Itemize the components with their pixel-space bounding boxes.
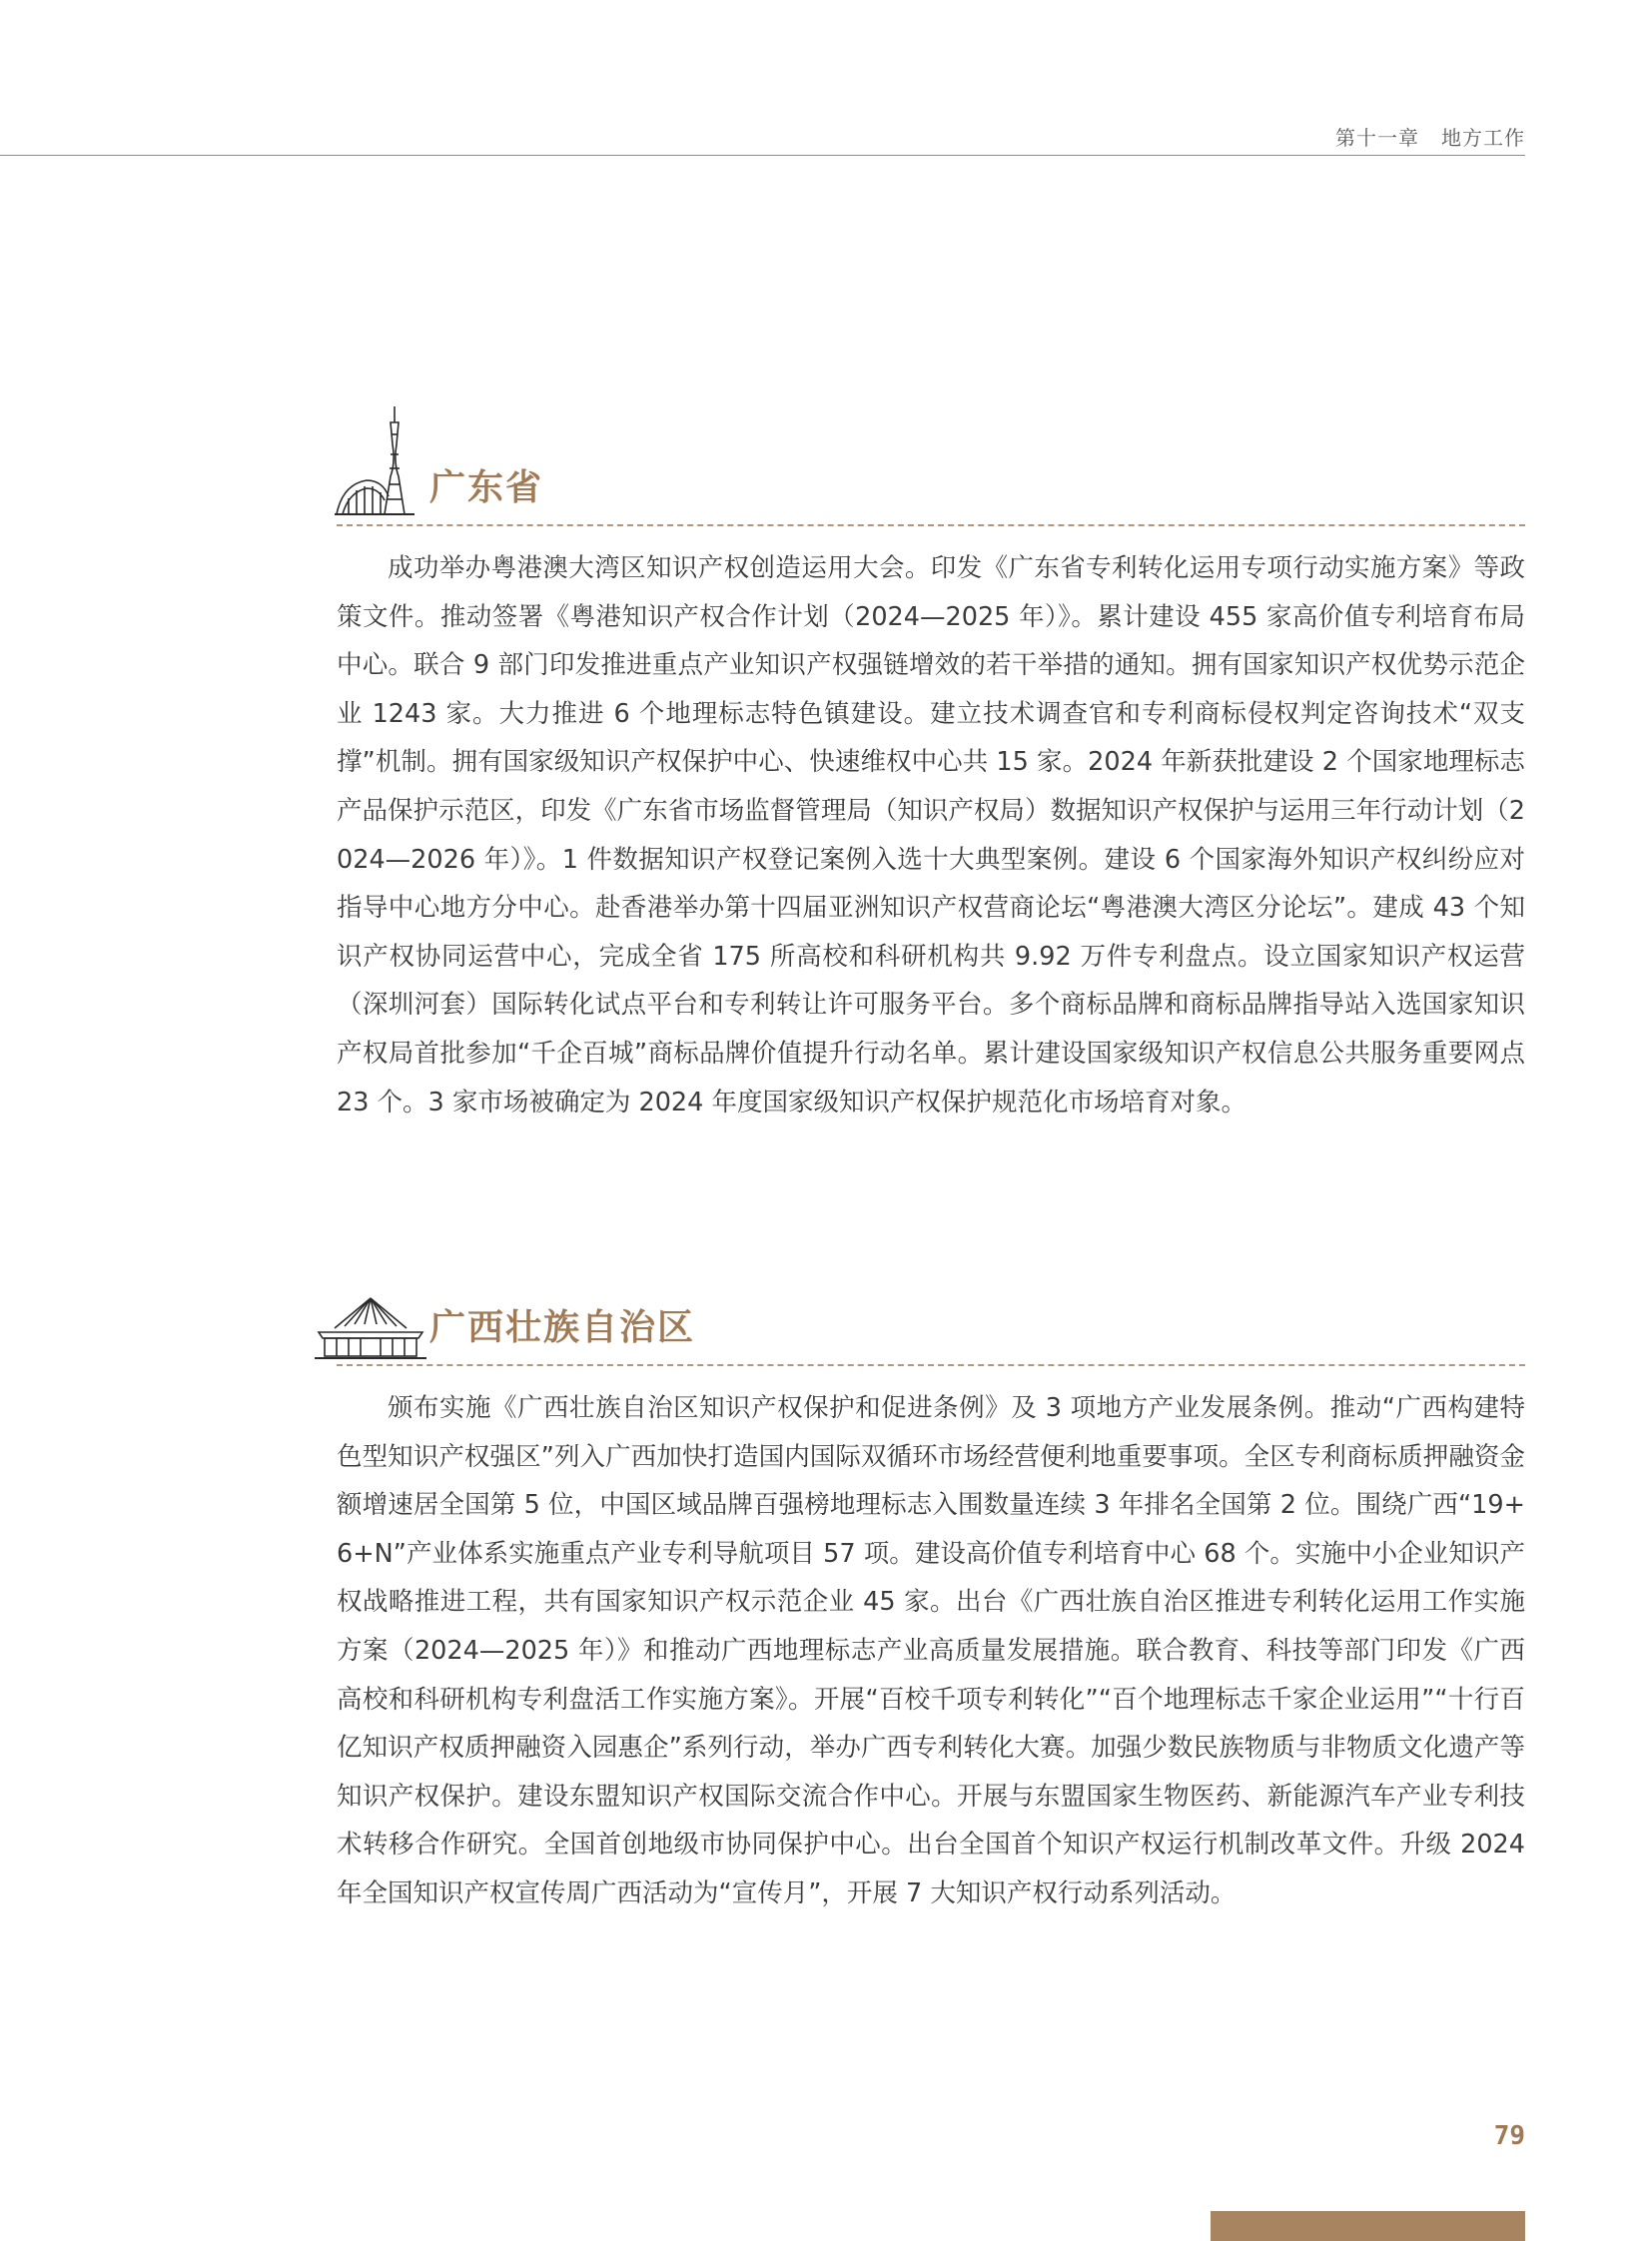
paragraph-guangxi: 颁布实施《广西壮族自治区知识产权保护和促进条例》及 3 项地方产业发展条例。推动“广西构建特色型知识产权强区”列入广西加快打造国内国际双循环市场经营便利地重要事项。全区专利商标质押融资金额增速居全国第 5 位，中国区域品牌百强榜地理标志入围数量连续 3 年排名全国第 2 位。围绕广西“19+6+N”产业体系实施重点产业专利导航项目 57 项。建设高价值专利培育中心 68 个。实施中小企业知识产权战略推进工程，共有国家知识产权示范企业 45 家。出台《广西壮族自治区推进专利转化运用工作实施方案（2024—2025 年）》和推动广西地理标志产业高质量发展措施。联合教育、科技等部门印发《广西高校和科研机构专利盘活工作实施方案》。开展“百校千项专利转化”“百个地理标志千家企业运用”“十行百亿知识产权质押融资入园惠企”系列行动，举办广西专利转化大赛。加强少数民族物质与非物质文化遗产等知识产权保护。建设东盟知识产权国际交流合作中心。开展与东盟国家生物医药、新能源汽车产业专利技术转移合作研究。全国首创地级市协同保护中心。出台全国首个知识产权运行机制改革文件。升级 2024 年全国知识产权宣传周广西活动为“宣传月”，开展 7 大知识产权行动系列活动。 <box>337 1393 1525 1908</box>
section-guangxi-header <box>337 1236 1525 1354</box>
section-guangdong <box>337 394 1525 1126</box>
canton-tower-icon <box>335 404 416 522</box>
section-title-guangxi: 广西壮族自治区 <box>429 1307 696 1348</box>
section-guangxi <box>337 1236 1525 1918</box>
chapter-label: 第十一章 <box>1335 126 1419 150</box>
footer-bar <box>1211 2211 1525 2241</box>
header-rule <box>0 155 1525 156</box>
section-rule <box>337 1364 1525 1366</box>
section-title-guangdong: 广东省 <box>429 467 544 508</box>
guangxi-stadium-icon <box>315 1294 426 1362</box>
chapter-section-label: 地方工作 <box>1441 126 1525 150</box>
running-header <box>1335 122 1525 151</box>
section-guangdong-header <box>337 394 1525 514</box>
page-number: 79 <box>1493 2121 1525 2151</box>
section-rule <box>337 524 1525 526</box>
paragraph-guangdong: 成功举办粤港澳大湾区知识产权创造运用大会。印发《广东省专利转化运用专项行动实施方案》等政策文件。推动签署《粤港知识产权合作计划（2024—2025 年）》。累计建设 455 家高价值专利培育布局中心。联合 9 部门印发推进重点产业知识产权强链增效的若干举措的通知。拥有国家知识产权优势示范企业 1243 家。大力推进 6 个地理标志特色镇建设。建立技术调查官和专利商标侵权判定咨询技术“双支撑”机制。拥有国家级知识产权保护中心、快速维权中心共 15 家。2024 年新获批建设 2 个国家地理标志产品保护示范区，印发《广东省市场监督管理局（知识产权局）数据知识产权保护与运用三年行动计划（2024—2026 年）》。1 件数据知识产权登记案例入选十大典型案例。建设 6 个国家海外知识产权纠纷应对指导中心地方分中心。赴香港举办第十四届亚洲知识产权营商论坛“粤港澳大湾区分论坛”。建成 43 个知识产权协同运营中心，完成全省 175 所高校和科研机构共 9.92 万件专利盘点。设立国家知识产权运营（深圳河套）国际转化试点平台和专利转让许可服务平台。多个商标品牌和商标品牌指导站入选国家知识产权局首批参加“千企百城”商标品牌价值提升行动名单。累计建设国家级知识产权信息公共服务重要网点 23 个。3 家市场被确定为 2024 年度国家级知识产权保护规范化市场培育对象。 <box>337 553 1525 1118</box>
